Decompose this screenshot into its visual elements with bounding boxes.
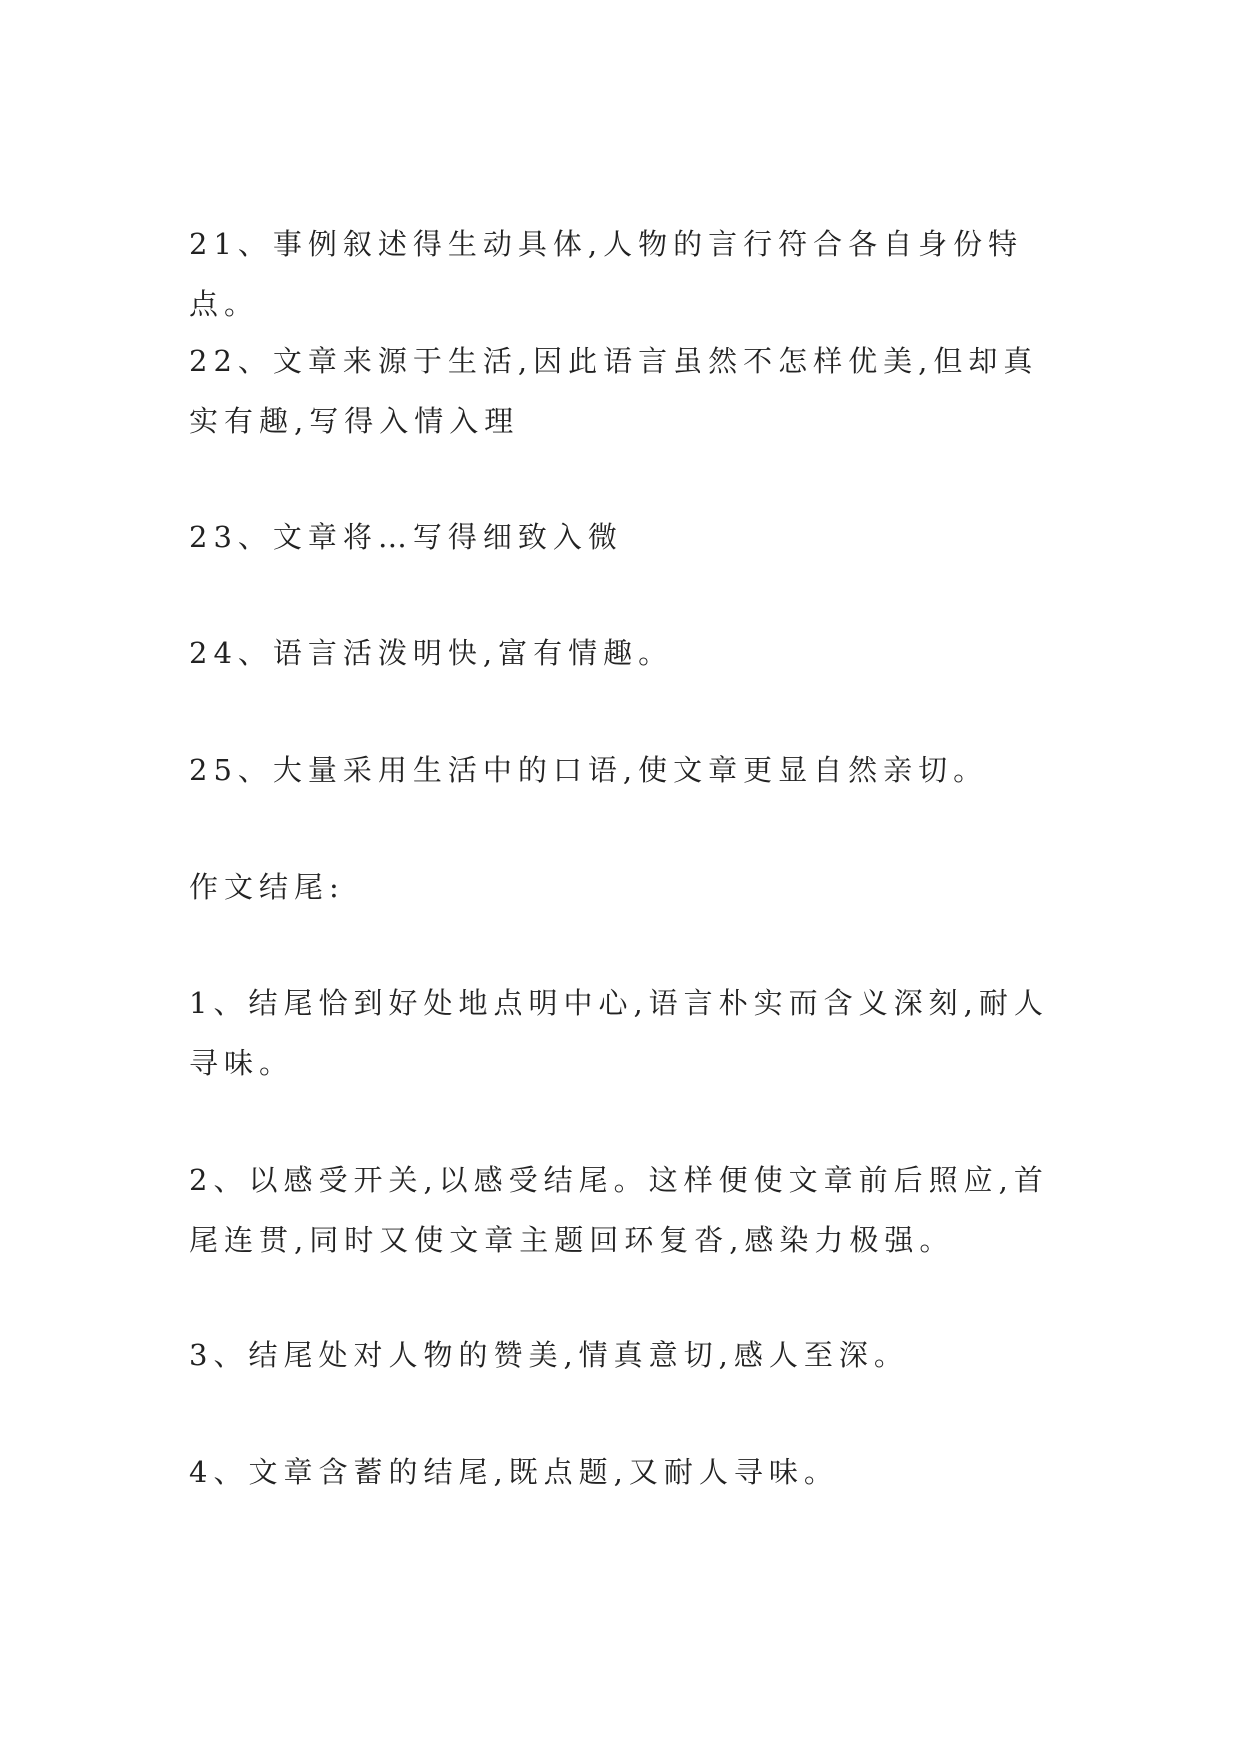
paragraph-item-2: 2、以感受开关,以感受结尾。这样便使文章前后照应,首尾连贯,同时又使文章主题回环复沓,感染力极强。 — [189, 1163, 1049, 1257]
paragraph-item-25: 25、大量采用生活中的口语,使文章更显自然亲切。 — [189, 753, 989, 787]
paragraph-item-22: 22、文章来源于生活,因此语言虽然不怎样优美,但却真实有趣,写得入情入理 — [189, 344, 1039, 438]
paragraph-item-3: 3、结尾处对人物的赞美,情真意切,感人至深。 — [189, 1338, 909, 1372]
paragraph-item-4: 4、文章含蓄的结尾,既点题,又耐人寻味。 — [189, 1455, 839, 1489]
paragraph-item-23: 23、文章将…写得细致入微 — [189, 520, 623, 554]
paragraph-item-1: 1、结尾恰到好处地点明中心,语言朴实而含义深刻,耐人寻味。 — [189, 986, 1049, 1080]
paragraph-item-21: 21、事例叙述得生动具体,人物的言行符合各自身份特点。 — [189, 227, 1024, 321]
section-heading-ending: 作文结尾: — [189, 870, 345, 904]
paragraph-item-24: 24、语言活泼明快,富有情趣。 — [189, 636, 674, 670]
